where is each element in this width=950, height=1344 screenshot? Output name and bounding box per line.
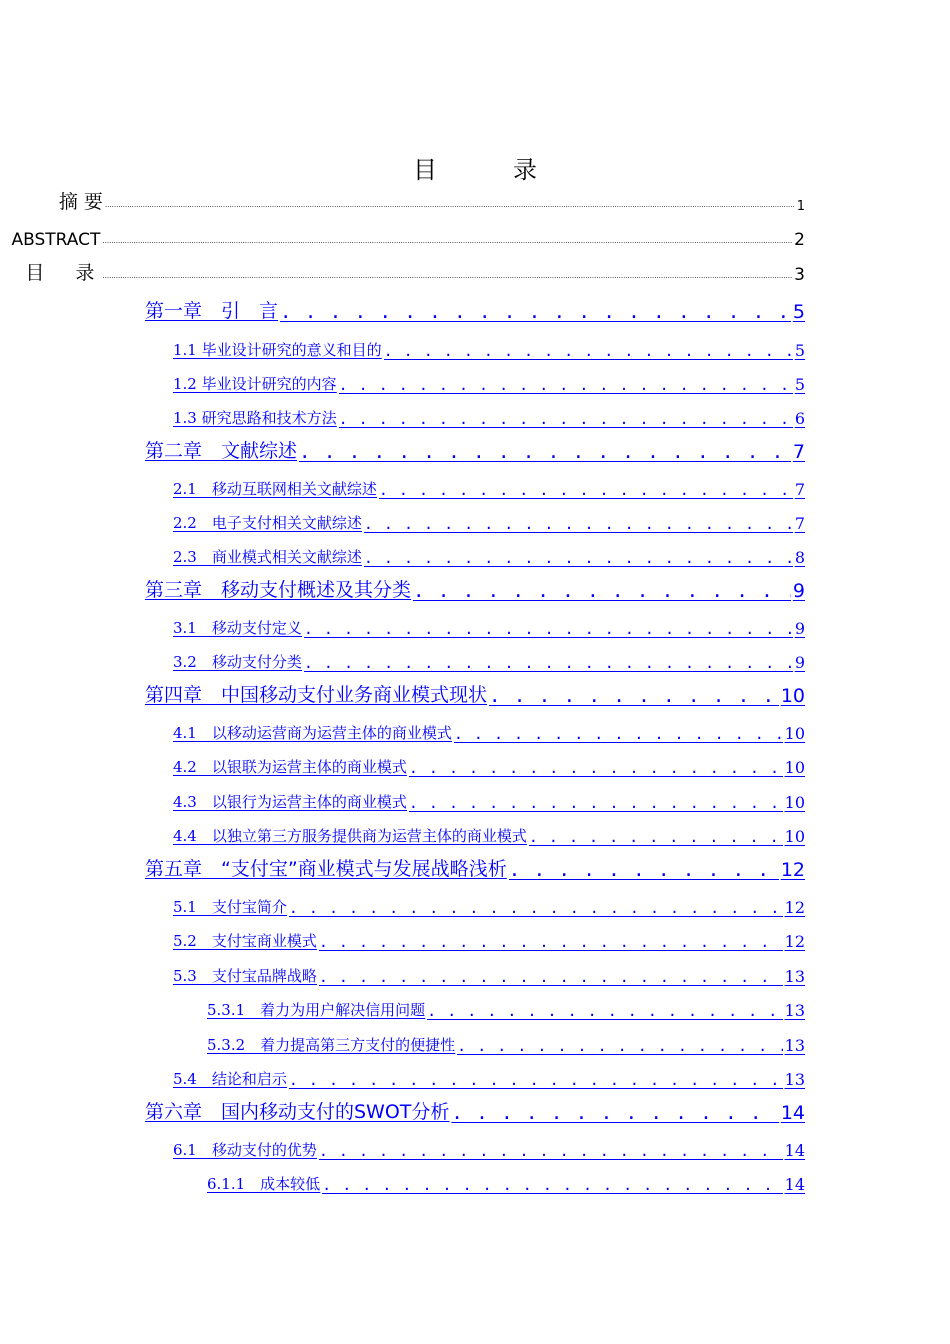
dot-leader xyxy=(364,515,793,533)
toc-entry-page: 10 xyxy=(784,758,805,777)
toc-entry-label: 5.3 支付宝品牌战略 xyxy=(173,967,317,985)
toc-entry-label: 第二章 文献综述 xyxy=(145,440,298,462)
dot-leader xyxy=(454,725,783,743)
toc-entry-section-5-3-2[interactable] xyxy=(207,1029,805,1055)
toc-entry-label: 4.3 以银行为运营主体的商业模式 xyxy=(173,793,407,811)
toc-entry-page: 7 xyxy=(794,514,805,533)
toc-entry-page: 14 xyxy=(784,1141,805,1160)
dot-leader xyxy=(299,441,791,463)
toc-entry-page: 10 xyxy=(780,685,805,707)
toc-entry-section-5-3-1[interactable] xyxy=(207,994,805,1020)
toc-entry-abstract-en xyxy=(12,224,806,250)
toc-entry-page: 10 xyxy=(784,724,805,743)
toc-entry-label: 目 录 xyxy=(25,262,101,284)
toc-entry-label: 5.3.2 着力提高第三方支付的便捷性 xyxy=(207,1036,456,1054)
toc-entry-page: 9 xyxy=(794,653,805,672)
toc-entry-label: 6.1.1 成本较低 xyxy=(207,1175,321,1193)
dot-leader xyxy=(304,620,793,638)
toc-entry-section-4-3[interactable] xyxy=(173,786,805,812)
toc-entry-page: 1 xyxy=(796,199,805,214)
toc-entry-abstract-cn xyxy=(59,188,805,214)
toc-entry-label: 5.4 结论和启示 xyxy=(173,1070,287,1088)
dot-leader xyxy=(384,342,793,360)
toc-entry-page: 14 xyxy=(784,1175,805,1194)
toc-entry-page: 10 xyxy=(784,793,805,812)
dot-leader xyxy=(509,859,779,881)
dot-leader xyxy=(364,549,793,567)
toc-entry-section-4-2[interactable] xyxy=(173,751,805,777)
dot-leader xyxy=(457,1037,782,1055)
toc-entry-section-3-2[interactable] xyxy=(173,646,805,672)
toc-entry-section-1-2[interactable] xyxy=(173,368,805,394)
dot-leader xyxy=(339,410,793,428)
toc-entry-page: 14 xyxy=(780,1102,805,1124)
toc-entry-page: 6 xyxy=(794,409,805,428)
toc-title: 目 录 xyxy=(413,156,563,184)
toc-entry-chapter-3[interactable] xyxy=(145,576,805,602)
toc-entry-label: 5.2 支付宝商业模式 xyxy=(173,932,317,950)
toc-entry-chapter-4[interactable] xyxy=(145,681,805,707)
toc-entry-page: 10 xyxy=(784,827,805,846)
toc-entry-section-5-1[interactable] xyxy=(173,891,805,917)
dot-leader xyxy=(319,933,783,951)
toc-entry-label: 5.3.1 着力为用户解决信用问题 xyxy=(207,1001,426,1019)
toc-entry-label: 4.4 以独立第三方服务提供商为运营主体的商业模式 xyxy=(173,827,527,845)
toc-entry-section-1-3[interactable] xyxy=(173,402,805,428)
toc-entry-label: 3.2 移动支付分类 xyxy=(173,653,302,671)
dot-leader xyxy=(529,828,783,846)
dot-leader xyxy=(105,201,795,214)
toc-entry-label: 摘 要 xyxy=(58,191,103,213)
dot-leader xyxy=(322,1176,782,1194)
toc-entry-page: 9 xyxy=(792,580,805,602)
toc-entry-chapter-1[interactable] xyxy=(145,297,805,323)
dot-leader xyxy=(102,272,792,285)
toc-entry-page: 2 xyxy=(794,230,805,250)
dot-leader xyxy=(489,685,779,707)
toc-entry-label: 4.2 以银联为运营主体的商业模式 xyxy=(173,758,407,776)
toc-entry-label: 第六章 国内移动支付的SWOT分析 xyxy=(145,1101,450,1123)
toc-entry-page: 3 xyxy=(794,265,805,285)
toc-entry-section-5-4[interactable] xyxy=(173,1063,805,1089)
dot-leader xyxy=(379,481,793,499)
toc-entry-label: 6.1 移动支付的优势 xyxy=(173,1141,317,1159)
toc-entry-page: 12 xyxy=(784,932,805,951)
toc-entry-page: 13 xyxy=(784,1001,805,1020)
toc-entry-contents xyxy=(25,259,805,285)
dot-leader xyxy=(427,1002,782,1020)
toc-entry-section-1-1[interactable] xyxy=(173,334,805,360)
toc-entry-page: 9 xyxy=(794,619,805,638)
toc-entry-section-6-1-1[interactable] xyxy=(207,1168,805,1194)
dot-leader xyxy=(289,899,783,917)
toc-entry-page: 7 xyxy=(794,480,805,499)
toc-entry-chapter-5[interactable] xyxy=(145,855,805,881)
toc-entry-label: 1.1 毕业设计研究的意义和目的 xyxy=(173,341,382,359)
toc-entry-label: 1.3 研究思路和技术方法 xyxy=(173,409,337,427)
toc-entry-label: 1.2 毕业设计研究的内容 xyxy=(173,375,337,393)
toc-entry-section-5-3[interactable] xyxy=(173,960,805,986)
dot-leader xyxy=(289,1071,783,1089)
dot-leader xyxy=(451,1102,778,1124)
toc-entry-section-4-4[interactable] xyxy=(173,820,805,846)
toc-entry-label: 第四章 中国移动支付业务商业模式现状 xyxy=(145,684,488,706)
toc-entry-page: 5 xyxy=(794,375,805,394)
toc-entry-label: 第一章 引 言 xyxy=(145,300,279,322)
toc-entry-label: 4.1 以移动运营商为运营主体的商业模式 xyxy=(173,724,452,742)
toc-entry-chapter-2[interactable] xyxy=(145,437,805,463)
toc-entry-section-2-2[interactable] xyxy=(173,507,805,533)
toc-entry-label: 5.1 支付宝简介 xyxy=(173,898,287,916)
toc-entry-label: 2.1 移动互联网相关文献综述 xyxy=(173,480,377,498)
toc-entry-page: 13 xyxy=(784,1070,805,1089)
toc-entry-page: 5 xyxy=(792,301,805,323)
toc-entry-section-4-1[interactable] xyxy=(173,717,805,743)
dot-leader xyxy=(409,794,783,812)
toc-entry-page: 7 xyxy=(792,441,805,463)
toc-entry-section-5-2[interactable] xyxy=(173,925,805,951)
toc-entry-page: 8 xyxy=(794,548,805,567)
toc-entry-page: 12 xyxy=(780,859,805,881)
toc-entry-label: 3.1 移动支付定义 xyxy=(173,619,302,637)
dot-leader xyxy=(413,580,791,602)
dot-leader xyxy=(319,1142,783,1160)
dot-leader xyxy=(319,968,783,986)
dot-leader xyxy=(304,654,793,672)
dot-leader xyxy=(102,237,792,250)
dot-leader xyxy=(280,301,791,323)
toc-entry-label: ABSTRACT xyxy=(11,230,101,250)
dot-leader xyxy=(339,376,793,394)
toc-entry-label: 2.3 商业模式相关文献综述 xyxy=(173,548,362,566)
toc-entry-section-6-1[interactable] xyxy=(173,1134,805,1160)
toc-entry-chapter-6[interactable] xyxy=(145,1098,805,1124)
dot-leader xyxy=(409,759,783,777)
toc-entry-section-2-1[interactable] xyxy=(173,473,805,499)
toc-entry-label: 第五章 “支付宝”商业模式与发展战略浅析 xyxy=(145,858,507,880)
toc-entry-label: 第三章 移动支付概述及其分类 xyxy=(145,579,412,601)
toc-entry-label: 2.2 电子支付相关文献综述 xyxy=(173,514,362,532)
toc-entry-page: 12 xyxy=(784,898,805,917)
toc-entry-page: 13 xyxy=(784,1036,805,1055)
toc-entry-section-2-3[interactable] xyxy=(173,541,805,567)
toc-entry-page: 5 xyxy=(794,341,805,360)
toc-entry-section-3-1[interactable] xyxy=(173,612,805,638)
toc-entry-page: 13 xyxy=(784,967,805,986)
